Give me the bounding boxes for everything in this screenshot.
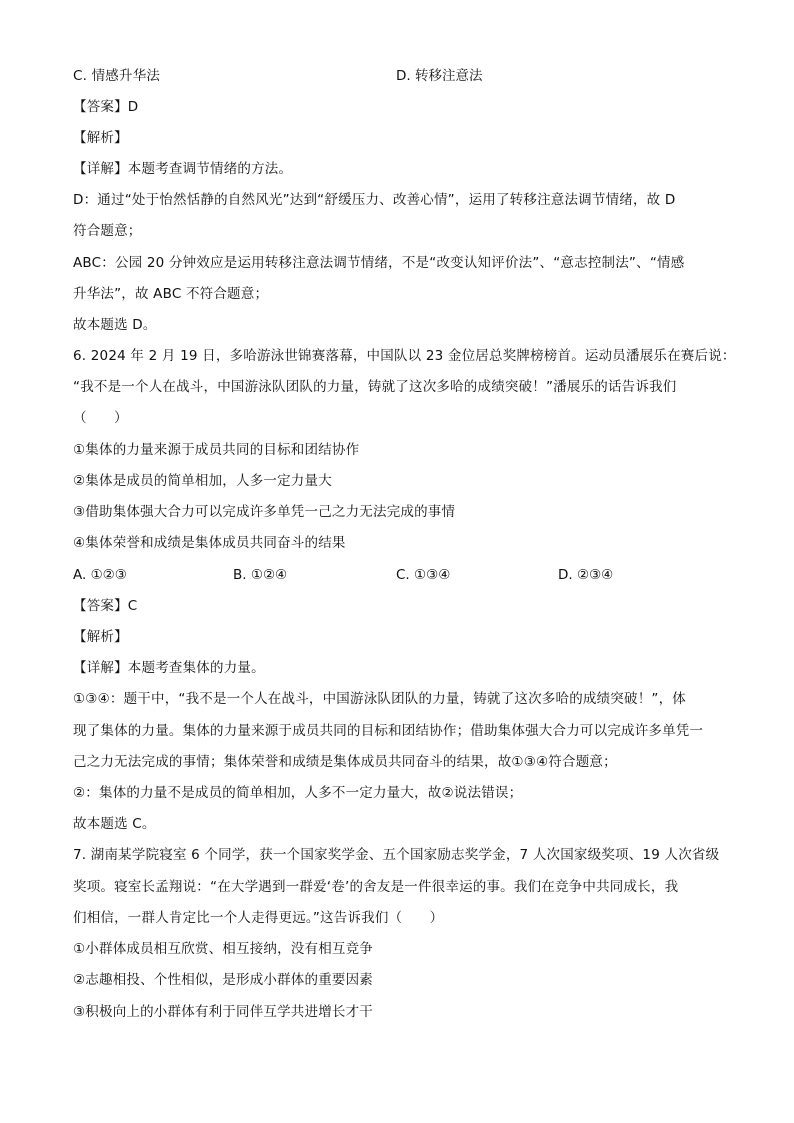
q7-statement-2: ②志趣相投、个性相似，是形成小群体的重要因素 (73, 972, 374, 988)
q6-statement-4: ④集体荣誉和成绩是集体成员共同奋斗的结果 (73, 535, 346, 551)
q7-statement-1: ①小群体成员相互欣赏、相互接纳，没有相互竞争 (73, 941, 374, 957)
q6-statement-1: ①集体的力量来源于成员共同的目标和团结协作 (73, 442, 360, 458)
q6-detail: 【详解】本题考查集体的力量。 (73, 660, 265, 676)
q7-stem-line1: 7. 湖南某学院寝室 6 个同学，获一个国家奖学金、五个国家励志奖学金，7 人次国家级奖项、19 人次省级 (73, 847, 720, 863)
q5-conclusion: 故本题选 D。 (73, 317, 157, 333)
q6-statement-2: ②集体是成员的简单相加，人多一定力量大 (73, 473, 332, 489)
q6-statement-3: ③借助集体强大合力可以完成许多单凭一己之力无法完成的事情 (73, 504, 456, 520)
q6-option-b: B. ①②④ (233, 567, 288, 583)
q5-analysis-label: 【解析】 (73, 130, 128, 146)
q5-answer: 【答案】D (73, 99, 139, 115)
q5-detail: 【详解】本题考查调节情绪的方法。 (73, 161, 293, 177)
q6-analysis-label: 【解析】 (73, 629, 128, 645)
q5-explanation-abc-line1: ABC：公园 20 分钟效应是运用转移注意法调节情绪，不是“改变认知评价法”、“意志控制法”、“情感 (73, 255, 685, 271)
q7-statement-3: ③积极向上的小群体有利于同伴互学共进增长才干 (73, 1004, 374, 1020)
q5-option-d: D. 转移注意法 (396, 68, 483, 84)
q5-explanation-abc-line2: 升华法”，故 ABC 不符合题意； (73, 286, 269, 302)
q7-stem-line3: 们相信，一群人肯定比一个人走得更远。”这告诉我们（ ） (73, 910, 444, 926)
q6-stem-line1: 6. 2024 年 2 月 19 日，多哈游泳世锦赛落幕，中国队以 23 金位居总奖牌榜榜首。运动员潘展乐在赛后说： (73, 348, 736, 364)
q6-explanation-1-line3: 己之力无法完成的事情；集体荣誉和成绩是集体成员共同奋斗的结果，故①③④符合题意； (73, 754, 617, 770)
q6-stem-line2: “我不是一个人在战斗，中国游泳队团队的力量，铸就了这次多哈的成绩突破！”潘展乐的话告诉我们 (73, 379, 677, 395)
q5-explanation-d-line2: 符合题意； (73, 223, 142, 239)
q7-stem-line2: 奖项。寝室长孟翔说：“在大学遇到一群爱‘卷’的舍友是一件很幸运的事。我们在竞争中共同成长，我 (73, 879, 679, 895)
q6-option-c: C. ①③④ (396, 567, 451, 583)
q6-answer: 【答案】C (73, 598, 138, 614)
q6-conclusion: 故本题选 C。 (73, 816, 156, 832)
q6-option-d: D. ②③④ (558, 567, 614, 583)
q5-option-c: C. 情感升华法 (73, 68, 161, 84)
q6-stem-line3: （ ） (73, 410, 128, 426)
q6-explanation-1-line1: ①③④：题干中，“我不是一个人在战斗，中国游泳队团队的力量，铸就了这次多哈的成绩突破！”，体 (73, 691, 686, 707)
q6-option-a: A. ①②③ (73, 567, 127, 583)
q6-explanation-1-line2: 现了集体的力量。集体的力量来源于成员共同的目标和团结协作；借助集体强大合力可以完成许多单凭一 (73, 723, 704, 739)
q5-explanation-d-line1: D：通过“处于怡然恬静的自然风光”达到“舒缓压力、改善心情”，运用了转移注意法调节情绪，故 D (73, 192, 676, 208)
q6-explanation-2: ②：集体的力量不是成员的简单相加，人多不一定力量大，故②说法错误； (73, 785, 523, 801)
